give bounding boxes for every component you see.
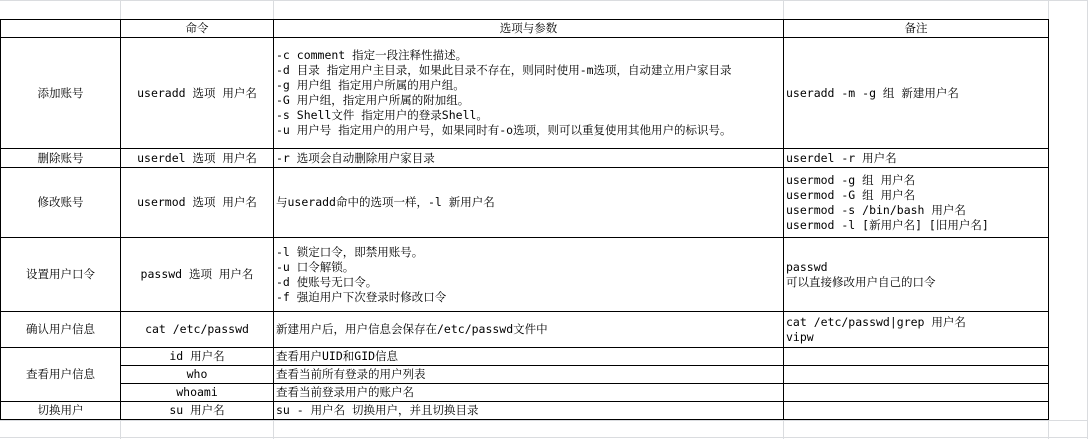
note-line: usermod -G 组 用户名 [786,187,916,202]
note-line: passwd [786,259,828,274]
notes-cell[interactable] [784,38,1049,149]
option-line: -f 强迫用户下次登录时修改口令 [276,289,447,304]
command-cell[interactable]: useradd 选项 用户名 [121,38,274,149]
option-line: -d 目录 指定用户主目录，如果此目录不存在，则同时使用-m选项，自动建立用户家目录 [276,63,732,77]
header-notes[interactable]: 备注 [784,20,1049,38]
category-cell[interactable]: 确认用户信息 [1,312,121,348]
notes-cell[interactable] [784,149,1049,168]
option-line: -c comment 指定一段注释性描述。 [276,48,468,62]
header-row [1,20,1049,38]
option-line: -G 用户组，指定用户所属的附加组。 [276,93,470,107]
option-line: -r 选项会自动删除用户家目录 [276,150,435,165]
option-line: -s Shell文件 指定用户的登录Shell。 [276,108,488,122]
header-options[interactable]: 选项与参数 [274,20,784,38]
user-commands-table [0,19,1049,420]
note-line: 可以直接修改用户自己的口令 [786,274,936,289]
notes-cell[interactable] [784,168,1049,238]
notes-cell[interactable] [784,238,1049,312]
option-line: 与useradd命中的选项一样，-l 新用户名 [276,195,495,209]
header-cell-empty[interactable] [1,20,121,38]
command-cell[interactable]: id 用户名 [121,348,274,366]
command-cell[interactable]: usermod 选项 用户名 [121,168,274,238]
grid-line [0,437,1088,438]
option-line: -g 用户组 指定用户所属的用户组。 [276,78,465,92]
category-cell[interactable]: 添加账号 [1,38,121,149]
options-cell[interactable] [274,38,784,149]
table-row [1,402,1049,420]
options-cell[interactable] [274,149,784,168]
grid-line [0,0,1088,1]
table-row [1,38,1049,149]
options-cell[interactable]: 查看当前所有登录的用户列表 [274,366,784,384]
command-cell[interactable]: passwd 选项 用户名 [121,238,274,312]
option-line: -d 使账号无口令。 [276,274,378,289]
command-cell[interactable]: cat /etc/passwd [121,312,274,348]
note-line: vipw [786,329,814,344]
options-cell[interactable] [274,402,784,420]
note-line: usermod -l [新用户名] [旧用户名] [786,217,989,232]
command-cell[interactable]: userdel 选项 用户名 [121,149,274,168]
table-row [1,312,1049,348]
notes-cell[interactable] [784,366,1049,384]
options-cell[interactable]: 查看用户UID和GID信息 [274,348,784,366]
option-line: su - 用户名 切换用户，并且切换目录 [276,403,479,417]
category-cell[interactable]: 切换用户 [1,402,121,420]
note-line: useradd -m -g 组 新建用户名 [786,85,959,100]
command-cell[interactable]: whoami [121,384,274,402]
notes-cell[interactable] [784,312,1049,348]
notes-cell[interactable] [784,348,1049,366]
category-cell[interactable]: 修改账号 [1,168,121,238]
options-cell[interactable] [274,168,784,238]
note-line: cat /etc/passwd|grep 用户名 [786,314,966,329]
category-cell[interactable]: 删除账号 [1,149,121,168]
option-line: -l 锁定口令，即禁用账号。 [276,244,424,259]
table-row [1,348,1049,366]
option-line: -u 口令解锁。 [276,259,355,274]
table-row [1,149,1049,168]
note-line: userdel -r 用户名 [786,150,897,165]
category-cell[interactable]: 设置用户口令 [1,238,121,312]
option-line: -u 用户号 指定用户的用户号，如果同时有-o选项，则可以重复使用其他用户的标识号。 [276,123,732,137]
options-cell[interactable] [274,312,784,348]
options-cell[interactable]: 查看当前登录用户的账户名 [274,384,784,402]
category-cell[interactable]: 查看用户信息 [1,348,121,402]
header-command[interactable]: 命令 [121,20,274,38]
note-line: usermod -g 组 用户名 [786,172,916,187]
notes-cell[interactable] [784,384,1049,402]
command-cell[interactable]: who [121,366,274,384]
table-row [1,384,1049,402]
note-line: usermod -s /bin/bash 用户名 [786,202,966,217]
table-row [1,168,1049,238]
option-line: 新建用户后，用户信息会保存在/etc/passwd文件中 [276,322,548,336]
table-row [1,366,1049,384]
command-cell[interactable]: su 用户名 [121,402,274,420]
table-row [1,238,1049,312]
grid-line [0,420,1088,421]
notes-cell[interactable] [784,402,1049,420]
options-cell[interactable] [274,238,784,312]
